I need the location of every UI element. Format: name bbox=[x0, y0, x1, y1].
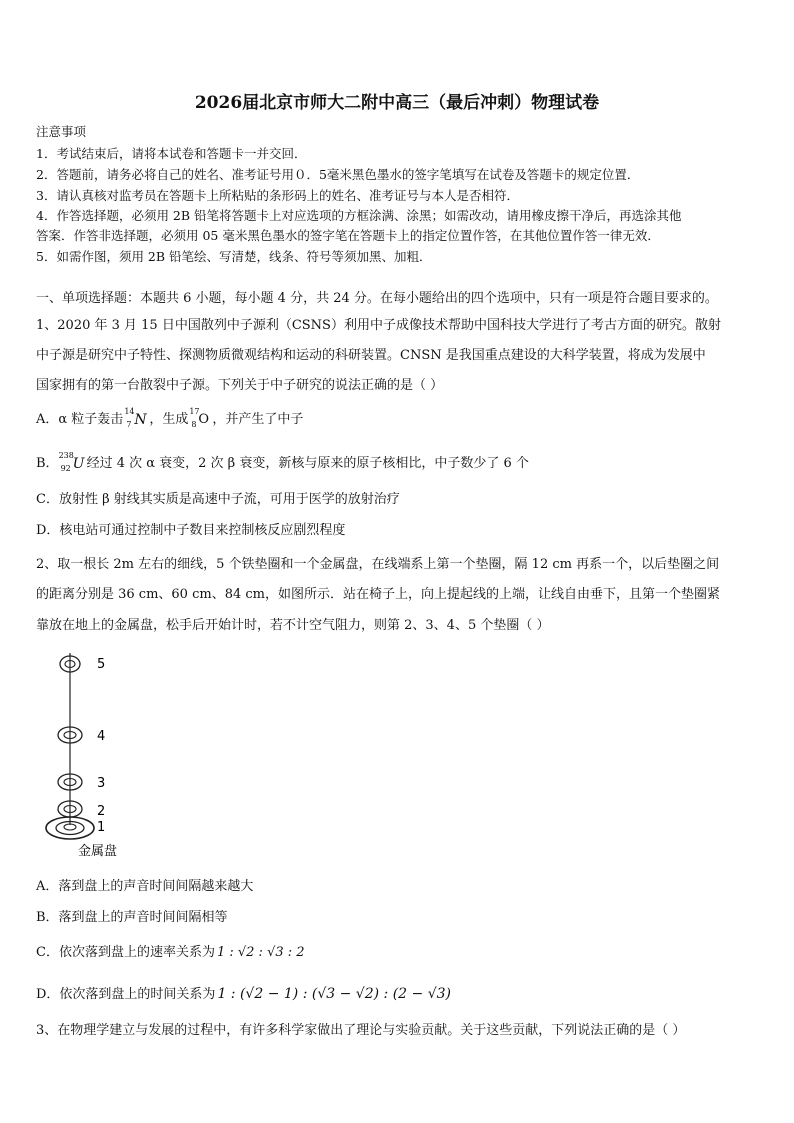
option-c-text: C．依次落到盘上的速率关系为 bbox=[36, 945, 215, 960]
q1-option-b bbox=[36, 452, 529, 472]
question-2-line: 2、取一根长 2m 左右的细线，5 个铁垫圈和一个金属盘，在线端系上第一个垫圈，隔 12 cm 再系一个，以后垫圈之间 bbox=[36, 557, 720, 572]
q2-option-a: A．落到盘上的声音时间间隔越来越大 bbox=[36, 879, 254, 894]
nuclide-n bbox=[123, 406, 149, 429]
question-1-line: 1、2020 年 3 月 15 日中国散列中子源利（CSNS）利用中子成像技术帮助中国科技大学进行了考古方面的研究。散射 bbox=[36, 318, 721, 333]
option-b-label: B． bbox=[36, 456, 59, 471]
question-2-line: 的距离分别是 36 cm、60 cm、84 cm，如图所示．站在椅子上，向上提起线的上端，让线自由垂下，且第一个垫圈紧 bbox=[36, 587, 720, 602]
washer-label-5: 5 bbox=[97, 657, 106, 672]
option-b-text: 经过 4 次 α 衰变，2 次 β 衰变，新核与原来的原子核相比，中子数少了 6 个 bbox=[86, 456, 529, 471]
q1-option-c: C．放射性 β 射线其实质是高速中子流，可用于医学的放射治疗 bbox=[36, 492, 400, 507]
option-a-text: ，并产生了中子 bbox=[212, 412, 304, 427]
notice-item: 1．考试结束后，请将本试卷和答题卡一并交回． bbox=[36, 146, 307, 161]
nuclide-o bbox=[188, 406, 212, 429]
q2-option-d bbox=[36, 983, 451, 1002]
notice-item: 5．如需作图，须用 2B 铅笔绘、写清楚，线条、符号等须加黑、加粗． bbox=[36, 249, 432, 264]
notice-item: 4．作答选择题，必须用 2B 铅笔将答题卡上对应选项的方框涂满、涂黑；如需改动，请用橡皮擦干净后，再选涂其他 bbox=[36, 208, 682, 223]
nuclide-o-symbol: O bbox=[198, 411, 209, 427]
washer-diagram bbox=[40, 645, 160, 865]
page-title: 2026届北京市师大二附中高三（最后冲刺）物理试卷 bbox=[194, 93, 600, 113]
notice-item: 答案．作答非选择题，必须用 05 毫米黑色墨水的签字笔在答题卡上的指定位置作答，在其他位置作答一律无效． bbox=[36, 228, 660, 243]
nuclide-o-number: 8 bbox=[191, 419, 197, 429]
washer-figure bbox=[40, 645, 160, 865]
washer-label-3: 3 bbox=[97, 776, 106, 791]
question-1-line: 中子源是研究中子特性、探测物质微观结构和运动的科研装置。CNSN 是我国重点建设的大科学装置，将成为发展中 bbox=[36, 348, 706, 363]
section-heading: 一、单项选择题：本题共 6 小题，每小题 4 分，共 24 分。在每小题给出的四个选项中，只有一项是符合题目要求的。 bbox=[36, 291, 718, 306]
option-c-formula: 1 : √2 : √3 : 2 bbox=[216, 945, 305, 960]
option-d-text: D．依次落到盘上的时间关系为 bbox=[36, 987, 216, 1002]
nuclide-n-number: 7 bbox=[126, 419, 132, 429]
q1-option-a bbox=[36, 408, 303, 428]
washer-label-4: 4 bbox=[97, 729, 106, 744]
nuclide-o-mass: 17 bbox=[189, 406, 200, 416]
notice-item: 3．请认真核对监考员在答题卡上所粘贴的条形码上的姓名、准考证号与本人是否相符． bbox=[36, 188, 519, 203]
nuclide-n-symbol: N bbox=[134, 411, 147, 428]
washer-label-1: 1 bbox=[97, 820, 106, 835]
washer-label-2: 2 bbox=[97, 804, 106, 819]
question-1-line: 国家拥有的第一台散裂中子源。下列关于中子研究的说法正确的是（ ） bbox=[36, 378, 444, 393]
nuclide-u-number: 92 bbox=[60, 463, 71, 473]
question-2-line: 靠放在地上的金属盘，松手后开始计时，若不计空气阻力，则第 2、3、4、5 个垫圈（ ） bbox=[36, 618, 550, 633]
q2-option-b: B．落到盘上的声音时间间隔相等 bbox=[36, 910, 228, 925]
option-d-formula: 1 : (√2 − 1) : (√3 − √2) : (2 − √3) bbox=[217, 986, 451, 1002]
nuclide-n-mass: 14 bbox=[124, 406, 135, 416]
option-a-text: ，生成 bbox=[149, 412, 189, 427]
nuclide-u bbox=[58, 450, 87, 473]
nuclide-u-mass: 238 bbox=[58, 450, 74, 460]
option-a-text: A．α 粒子轰击 bbox=[36, 412, 124, 427]
q1-option-d: D．核电站可通过控制中子数目来控制核反应剧烈程度 bbox=[36, 523, 346, 538]
figure-caption: 金属盘 bbox=[78, 844, 118, 859]
q2-option-c bbox=[36, 941, 305, 960]
nuclide-u-symbol: U bbox=[72, 455, 85, 472]
notice-heading: 注意事项 bbox=[36, 124, 87, 139]
notice-item: 2．答题前，请务必将自己的姓名、准考证号用０．5毫米黑色墨水的签字笔填写在试卷及答题卡的规定位置． bbox=[36, 167, 640, 182]
question-3-line: 3、在物理学建立与发展的过程中，有许多科学家做出了理论与实验贡献。关于这些贡献，下列说法正确的是（ ） bbox=[36, 1023, 686, 1038]
